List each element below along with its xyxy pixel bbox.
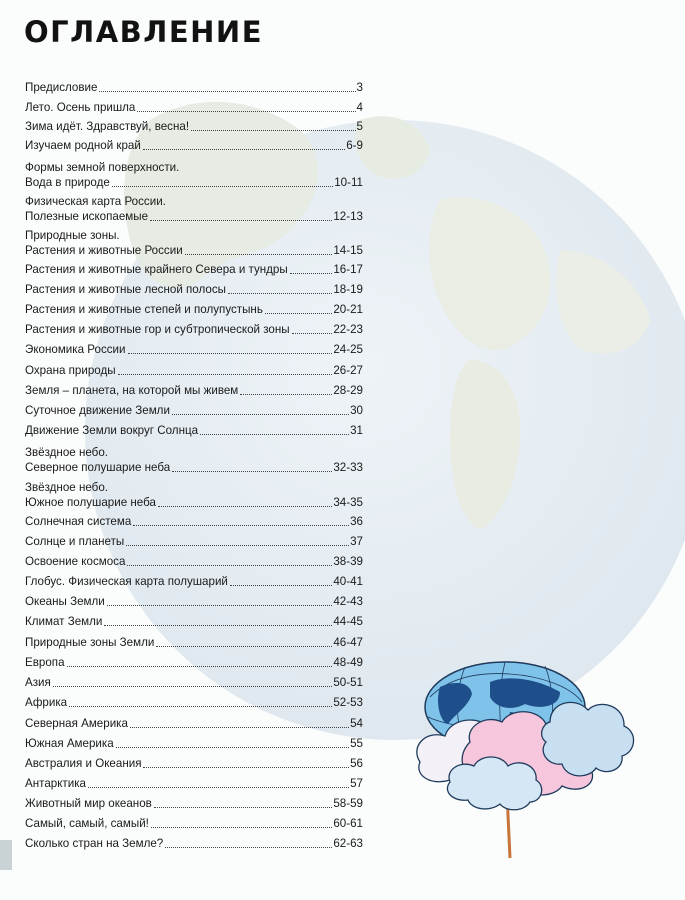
toc-page-number: 40-41 — [333, 575, 363, 588]
toc-entry — [25, 655, 363, 670]
globe-on-clouds-illustration — [410, 652, 640, 862]
toc-entry — [25, 119, 363, 134]
toc-page-number: 20-21 — [333, 303, 363, 316]
toc-entry — [25, 675, 363, 690]
toc-entry — [25, 363, 363, 378]
toc-page-number: 56 — [350, 757, 363, 770]
toc-entry-row — [25, 736, 363, 751]
toc-page-number: 28-29 — [333, 384, 363, 397]
toc-entry-row — [25, 495, 363, 510]
toc-entry-row — [25, 322, 363, 337]
toc-page-number: 3 — [356, 81, 363, 94]
toc-page-number: 4 — [356, 101, 363, 114]
toc-leader-dots — [130, 727, 349, 728]
toc-entry-row — [25, 262, 363, 277]
toc-leader-dots — [112, 186, 333, 187]
toc-entry-title: Лето. Осень пришла — [25, 101, 136, 114]
toc-entry-title: Освоение космоса — [25, 555, 126, 568]
toc-entry — [25, 836, 363, 851]
toc-entry-title: Южная Америка — [25, 737, 114, 750]
toc-entry — [25, 80, 363, 95]
toc-leader-dots — [200, 434, 349, 435]
toc-entry-row — [25, 776, 363, 791]
toc-entry-row — [25, 514, 363, 529]
toc-leader-dots — [99, 91, 355, 92]
toc-entry-row — [25, 80, 363, 95]
toc-entry-title: Солнечная система — [25, 515, 132, 528]
toc-leader-dots — [67, 666, 333, 667]
toc-page-number: 14-15 — [333, 244, 363, 257]
toc-leader-dots — [137, 111, 355, 112]
toc-page-number: 31 — [350, 424, 363, 437]
toc-leader-dots — [150, 220, 332, 221]
toc-entry-row — [25, 209, 363, 224]
toc-leader-dots — [53, 686, 333, 687]
toc-entry-row — [25, 138, 363, 153]
toc-page-number: 36 — [350, 515, 363, 528]
toc-entry-title: Охрана природы — [25, 364, 116, 377]
toc-page-number: 38-39 — [333, 555, 363, 568]
toc-entry-title: Полезные ископаемые — [25, 210, 149, 223]
page-title: ОГЛАВЛЕНИЕ — [24, 15, 264, 49]
toc-entry — [25, 514, 363, 529]
toc-entry-row — [25, 836, 363, 851]
toc-leader-dots — [191, 130, 356, 131]
toc-page-number: 50-51 — [333, 676, 363, 689]
toc-leader-dots — [292, 333, 333, 334]
toc-page-number: 62-63 — [333, 837, 363, 850]
toc-entry-row — [25, 460, 363, 475]
toc-entry-row — [25, 655, 363, 670]
toc-leader-dots — [107, 605, 333, 606]
toc-leader-dots — [158, 506, 332, 507]
toc-page-number: 48-49 — [333, 656, 363, 669]
toc-leader-dots — [265, 313, 332, 314]
toc-entry — [25, 403, 363, 418]
toc-entry — [25, 228, 363, 258]
toc-entry-title: Растения и животные гор и субтропической зоны — [25, 323, 290, 336]
toc-leader-dots — [156, 646, 332, 647]
toc-page-number: 22-23 — [333, 323, 363, 336]
toc-entry — [25, 302, 363, 317]
toc-leader-dots — [240, 394, 332, 395]
toc-leader-dots — [230, 585, 332, 586]
toc-entry-title: Изучаем родной край — [25, 139, 141, 152]
toc-leader-dots — [154, 807, 333, 808]
toc-leader-dots — [143, 767, 349, 768]
toc-entry-title-line: Физическая карта России. — [25, 195, 166, 208]
toc-entry — [25, 100, 363, 115]
toc-page-number: 18-19 — [333, 283, 363, 296]
toc-leader-dots — [69, 706, 332, 707]
toc-page-number: 5 — [356, 120, 363, 133]
toc-leader-dots — [88, 787, 349, 788]
toc-entry-row — [25, 796, 363, 811]
toc-entry-row — [25, 383, 363, 398]
toc-entry-title: Экономика России — [25, 343, 126, 356]
toc-entry-title: Океаны Земли — [25, 595, 105, 608]
toc-entry — [25, 554, 363, 569]
toc-entry-row — [25, 675, 363, 690]
toc-entry — [25, 594, 363, 609]
toc-entry — [25, 138, 363, 153]
toc-entry-row — [25, 423, 363, 438]
toc-entry-title: Предисловие — [25, 81, 98, 94]
toc-entry-title-line: Природные зоны. — [25, 229, 120, 242]
toc-entry-title: Суточное движение Земли — [25, 404, 170, 417]
toc-page-number: 12-13 — [333, 210, 363, 223]
toc-entry-row — [25, 403, 363, 418]
toc-page-number: 30 — [350, 404, 363, 417]
toc-entry-title: Растения и животные России — [25, 244, 183, 257]
toc-entry-title: Климат Земли — [25, 615, 103, 628]
toc-entry — [25, 776, 363, 791]
toc-entry — [25, 423, 363, 438]
toc-page-number: 16-17 — [333, 263, 363, 276]
toc-leader-dots — [128, 353, 333, 354]
toc-entry — [25, 816, 363, 831]
toc-page-number: 26-27 — [333, 364, 363, 377]
toc-entry — [25, 574, 363, 589]
toc-page-number: 6-9 — [346, 139, 363, 152]
toc-entry-row — [25, 614, 363, 629]
toc-entry-row — [25, 716, 363, 731]
toc-entry — [25, 282, 363, 297]
toc-entry-row — [25, 282, 363, 297]
toc-entry-title: Растения и животные степей и полупустынь — [25, 303, 263, 316]
toc-page-number: 32-33 — [333, 461, 363, 474]
toc-entry-row — [25, 119, 363, 134]
toc-entry-row — [25, 574, 363, 589]
toc-entry-title: Животный мир океанов — [25, 797, 152, 810]
toc-entry-title: Самый, самый, самый! — [25, 817, 149, 830]
toc-entry-title: Азия — [25, 676, 51, 689]
toc-entry-title: Африка — [25, 696, 68, 709]
toc-entry-title: Природные зоны Земли — [25, 636, 155, 649]
toc-entry-row — [25, 534, 363, 549]
toc-page-number: 24-25 — [333, 343, 363, 356]
toc-entry-title: Вода в природе — [25, 176, 110, 189]
toc-page-number: 44-45 — [333, 615, 363, 628]
toc-entry-row — [25, 554, 363, 569]
toc-page-number: 52-53 — [333, 696, 363, 709]
toc-leader-dots — [104, 625, 332, 626]
toc-entry-title: Южное полушарие неба — [25, 496, 156, 509]
toc-page-number: 37 — [350, 535, 363, 548]
toc-entry — [25, 534, 363, 549]
toc-leader-dots — [165, 847, 332, 848]
toc-entry — [25, 445, 363, 475]
toc-leader-dots — [116, 747, 349, 748]
toc-leader-dots — [126, 545, 349, 546]
toc-entry-row — [25, 175, 363, 190]
toc-leader-dots — [118, 374, 333, 375]
toc-entry-title: Северное полушарие неба — [25, 461, 171, 474]
toc-page-number: 42-43 — [333, 595, 363, 608]
toc-entry-title: Растения и животные крайнего Севера и тундры — [25, 263, 288, 276]
toc-entry-row — [25, 243, 363, 258]
toc-page-number: 10-11 — [334, 176, 363, 189]
toc-page-number: 34-35 — [333, 496, 363, 509]
toc-leader-dots — [143, 149, 345, 150]
toc-entry-row — [25, 363, 363, 378]
toc-page-number: 60-61 — [333, 817, 363, 830]
toc-entry-row — [25, 756, 363, 771]
toc-entry — [25, 322, 363, 337]
toc-page-number: 58-59 — [333, 797, 363, 810]
toc-entry-row — [25, 816, 363, 831]
toc-entry-title: Движение Земли вокруг Солнца — [25, 424, 199, 437]
toc-entry-title: Северная Америка — [25, 717, 128, 730]
toc-entry — [25, 736, 363, 751]
toc-entry-title: Австралия и Океания — [25, 757, 142, 770]
toc-entry — [25, 194, 363, 224]
toc-leader-dots — [151, 827, 332, 828]
toc-entry — [25, 342, 363, 357]
toc-entry — [25, 480, 363, 510]
toc-entry-title: Антарктика — [25, 777, 86, 790]
toc-entry — [25, 383, 363, 398]
toc-entry — [25, 796, 363, 811]
toc-entry-row — [25, 100, 363, 115]
toc-leader-dots — [172, 414, 349, 415]
toc-entry — [25, 614, 363, 629]
toc-entry-row — [25, 302, 363, 317]
toc-entry — [25, 716, 363, 731]
toc-leader-dots — [290, 273, 333, 274]
toc-entry-title: Земля – планета, на которой мы живем — [25, 384, 239, 397]
toc-entry-row — [25, 635, 363, 650]
toc-entry — [25, 756, 363, 771]
toc-entry — [25, 635, 363, 650]
toc-entry — [25, 695, 363, 710]
toc-leader-dots — [172, 471, 332, 472]
toc-page-number: 57 — [350, 777, 363, 790]
toc-leader-dots — [228, 293, 332, 294]
toc-leader-dots — [133, 525, 349, 526]
toc-entry-title: Зима идёт. Здравствуй, весна! — [25, 120, 190, 133]
toc-entry-row — [25, 594, 363, 609]
toc-entry — [25, 160, 363, 190]
toc-entry — [25, 262, 363, 277]
toc-leader-dots — [185, 254, 333, 255]
toc-entry-title: Европа — [25, 656, 65, 669]
toc-entry-title-line: Звёздное небо. — [25, 446, 108, 459]
toc-entry-row — [25, 695, 363, 710]
toc-entry-title-line: Формы земной поверхности. — [25, 161, 180, 174]
toc-entry-title: Растения и животные лесной полосы — [25, 283, 226, 296]
toc-entry-title-line: Звёздное небо. — [25, 481, 108, 494]
toc-page-number: 55 — [350, 737, 363, 750]
toc-leader-dots — [127, 565, 332, 566]
toc-page-number: 46-47 — [333, 636, 363, 649]
toc-entry-title: Солнце и планеты — [25, 535, 125, 548]
toc-entry-title: Глобус. Физическая карта полушарий — [25, 575, 228, 588]
toc-page-number: 54 — [350, 717, 363, 730]
toc-entry-row — [25, 342, 363, 357]
toc-entry-title: Сколько стран на Земле? — [25, 837, 164, 850]
